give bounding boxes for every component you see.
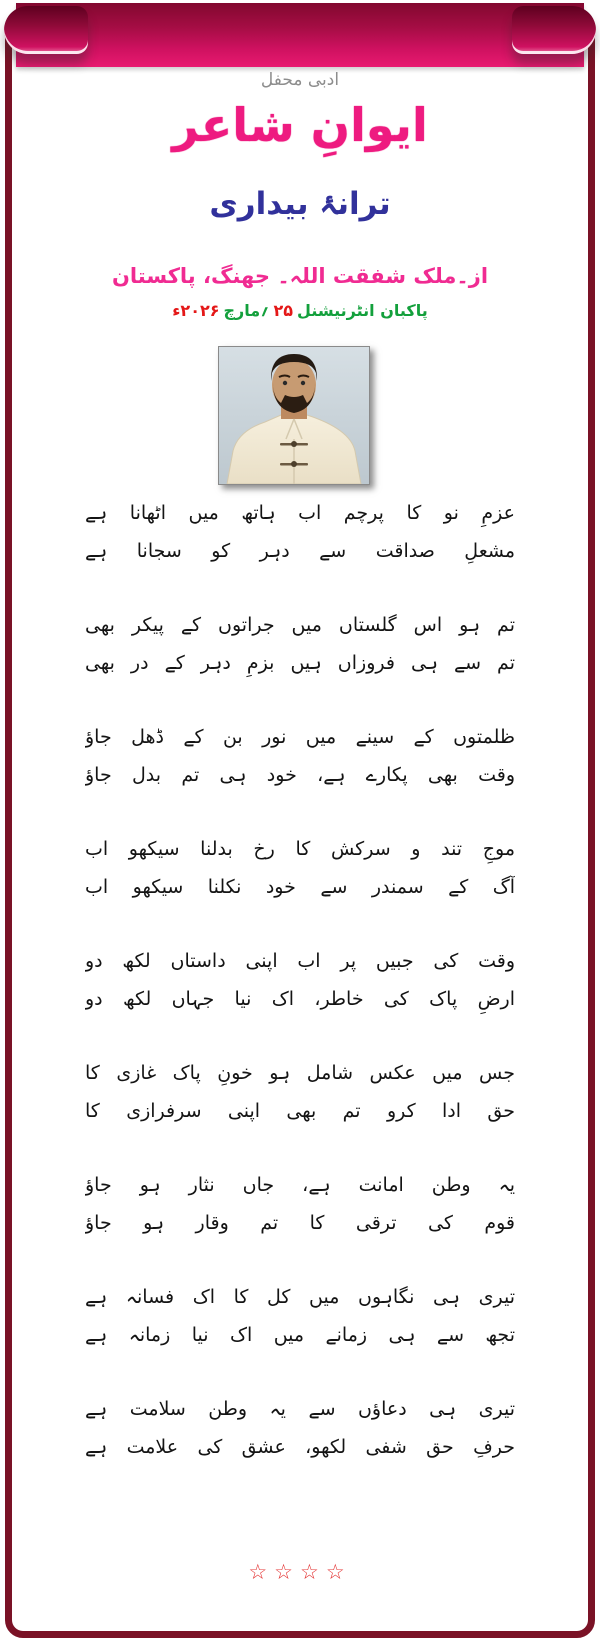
publication-year: ۲۰۲۶ء xyxy=(172,301,220,320)
publication-line xyxy=(0,301,600,320)
poem-title: ترانۂ بیداری xyxy=(209,186,391,222)
verse-line: ظلمتوں کے سینے میں نور بن کے ڈھل جاؤ xyxy=(85,726,515,748)
ribbon-cap-right xyxy=(512,6,596,54)
publication-month: ؍مارچ xyxy=(223,301,270,320)
verse-line: تجھ سے ہی زمانے میں اک نیا زمانہ ہے xyxy=(85,1324,515,1346)
couplet xyxy=(85,942,515,1018)
verse-line: عزمِ نو کا پرچم اب ہاتھ میں اٹھانا ہے xyxy=(85,502,515,524)
publication-name: پاکبان انٹرنیشنل xyxy=(297,301,428,320)
couplet xyxy=(85,1278,515,1354)
poem xyxy=(85,494,515,1502)
verse-line: وقت کی جبیں پر اب اپنی داستاں لکھ دو xyxy=(85,950,515,972)
verse-line: حق ادا کرو تم بھی اپنی سرفرازی کا xyxy=(85,1100,515,1122)
verse-line: آگ کے سمندر سے خود نکلنا سیکھو اب xyxy=(85,876,515,898)
couplet xyxy=(85,1166,515,1242)
verse-line: یہ وطن امانت ہے، جاں نثار ہو جاؤ xyxy=(85,1174,515,1196)
verse-line: موجِ تند و سرکش کا رخ بدلنا سیکھو اب xyxy=(85,838,515,860)
couplet xyxy=(85,606,515,682)
byline: از۔ملک شفقت اللہ۔ جھنگ، پاکستان xyxy=(111,264,489,288)
verse-line: وقت بھی پکارے ہے، خود ہی تم بدل جاؤ xyxy=(85,764,515,786)
author-photo-illustration xyxy=(219,347,369,484)
footer-stars: ☆☆☆☆ xyxy=(248,1560,352,1584)
author-photo xyxy=(218,346,370,485)
verse-line: جس میں عکس شامل ہو خونِ پاک غازی کا xyxy=(85,1062,515,1084)
verse-line: ارضِ پاک کی خاطر، اک نیا جہاں لکھ دو xyxy=(85,988,515,1010)
verse-line: قوم کی ترقی کا تم وقار ہو جاؤ xyxy=(85,1212,515,1234)
site-label: ادبی محفل xyxy=(260,70,340,90)
publication-day: ۲۵ xyxy=(273,301,294,320)
ribbon-cap-left xyxy=(4,6,88,54)
couplet xyxy=(85,718,515,794)
couplet xyxy=(85,1390,515,1466)
verse-line: تیری ہی نگاہوں میں کل کا اک فسانہ ہے xyxy=(85,1286,515,1308)
page-title: ایوانِ شاعر xyxy=(172,98,428,152)
verse-line: تم ہو اس گلستاں میں جراتوں کے پیکر بھی xyxy=(85,614,515,636)
ribbon-banner xyxy=(16,3,584,67)
verse-line: تیری ہی دعاؤں سے یہ وطن سلامت ہے xyxy=(85,1398,515,1420)
couplet xyxy=(85,830,515,906)
verse-line: تم سے ہی فروزاں ہیں بزمِ دہر کے در بھی xyxy=(85,652,515,674)
couplet xyxy=(85,1054,515,1130)
verse-line: مشعلِ صداقت سے دہر کو سجانا ہے xyxy=(85,540,515,562)
verse-line: حرفِ حق شفی لکھو، عشق کی علامت ہے xyxy=(85,1436,515,1458)
couplet xyxy=(85,494,515,570)
